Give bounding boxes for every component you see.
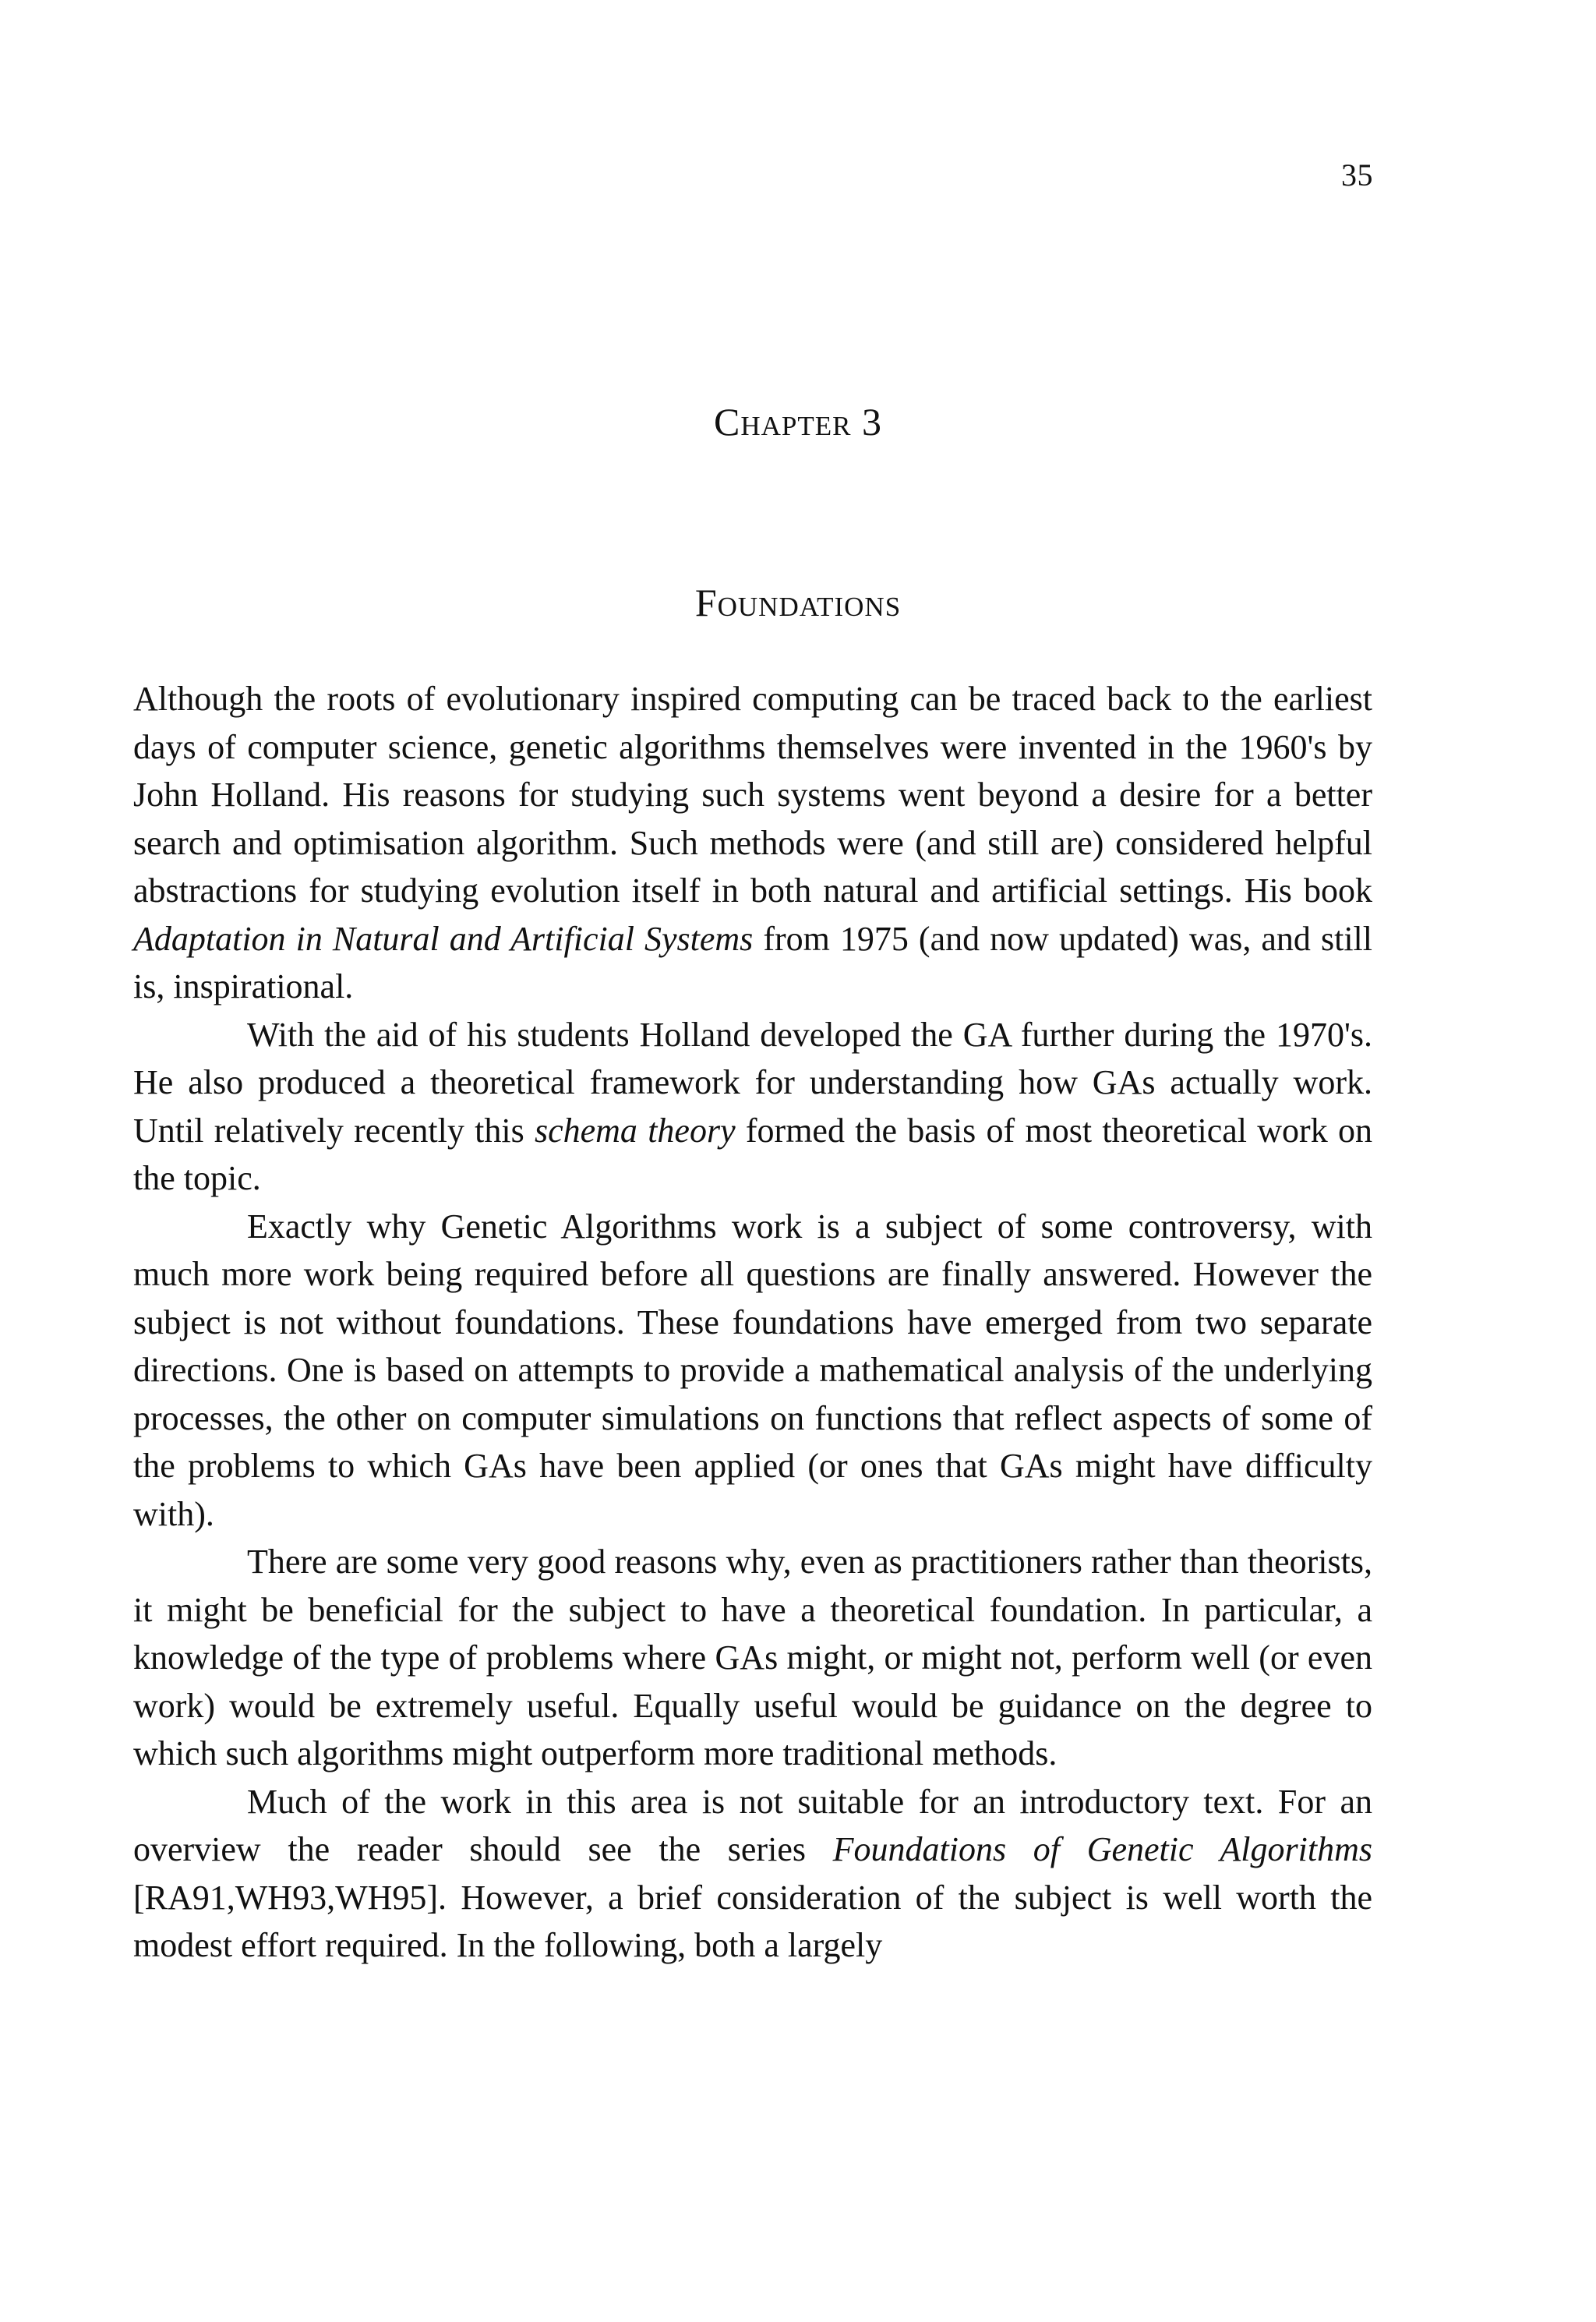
paragraph-3: Exactly why Genetic Algorithms work is a subject of some controversy, with much more work being required before all questions are finally answered. However the subject is not without foundations. These foundations have emerged from two separate directions. One is based on attempts to provide a mathematical analysis of the underlying processes, the other on computer simulations on functions that reflect aspects of some of the problems to which GAs have been applied (or ones that GAs might have difficulty with). — [133, 1207, 1372, 1533]
paragraph-1-text-a: Although the roots of evolutionary inspired computing can be traced back to the earliest days of computer science, genetic algorithms themselves were invented in the 1960's by John Holland. His reasons for studying such systems went beyond a desire for a better search and optimisation algorithm. Such methods were (and still are) considered helpful abstractions for studying evolution itself in both natural and artificial settings. His book — [133, 680, 1372, 910]
paragraph-5-text-b: [RA91,WH93,WH95]. However, a brief consideration of the subject is well worth the modest effort required. In the following, both a largely — [133, 1878, 1372, 1964]
paragraph-2-text-a: With the aid of his students Holland developed the GA further during the 1970's. He also produced a theoretical framework for understanding how GAs actually work. Until relatively recently this — [133, 1015, 1372, 1150]
schema-theory-term: schema theory — [534, 1111, 736, 1150]
series-title: Foundations of Genetic Algorithms — [832, 1830, 1373, 1868]
body-text — [133, 675, 1372, 1970]
paragraph-5-text-a: Much of the work in this area is not suitable for an introductory text. For an overview the reader should see the series — [133, 1782, 1372, 1868]
paragraph-5 — [133, 1778, 1372, 1970]
book-title: Adaptation in Natural and Artificial Systems — [133, 919, 754, 958]
paragraph-2 — [133, 1011, 1372, 1203]
paragraph-2-text-b: formed the basis of most theoretical work on the topic. — [133, 1111, 1372, 1197]
paragraph-4: There are some very good reasons why, even as practitioners rather than theorists, it might be beneficial for the subject to have a theoretical foundation. In particular, a knowledge of the type of problems where GAs might, or might not, perform well (or even work) would be extremely useful. Equally useful would be guidance on the degree to which such algorithms might outperform more traditional methods. — [133, 1543, 1372, 1772]
paragraph-1 — [133, 675, 1372, 1011]
page-number: 35 — [1341, 157, 1373, 193]
chapter-title: Foundations — [694, 581, 902, 624]
paragraph-1-text-b: from 1975 (and now updated) was, and still is, inspirational. — [133, 919, 1372, 1005]
chapter-label: Chapter 3 — [714, 400, 882, 444]
